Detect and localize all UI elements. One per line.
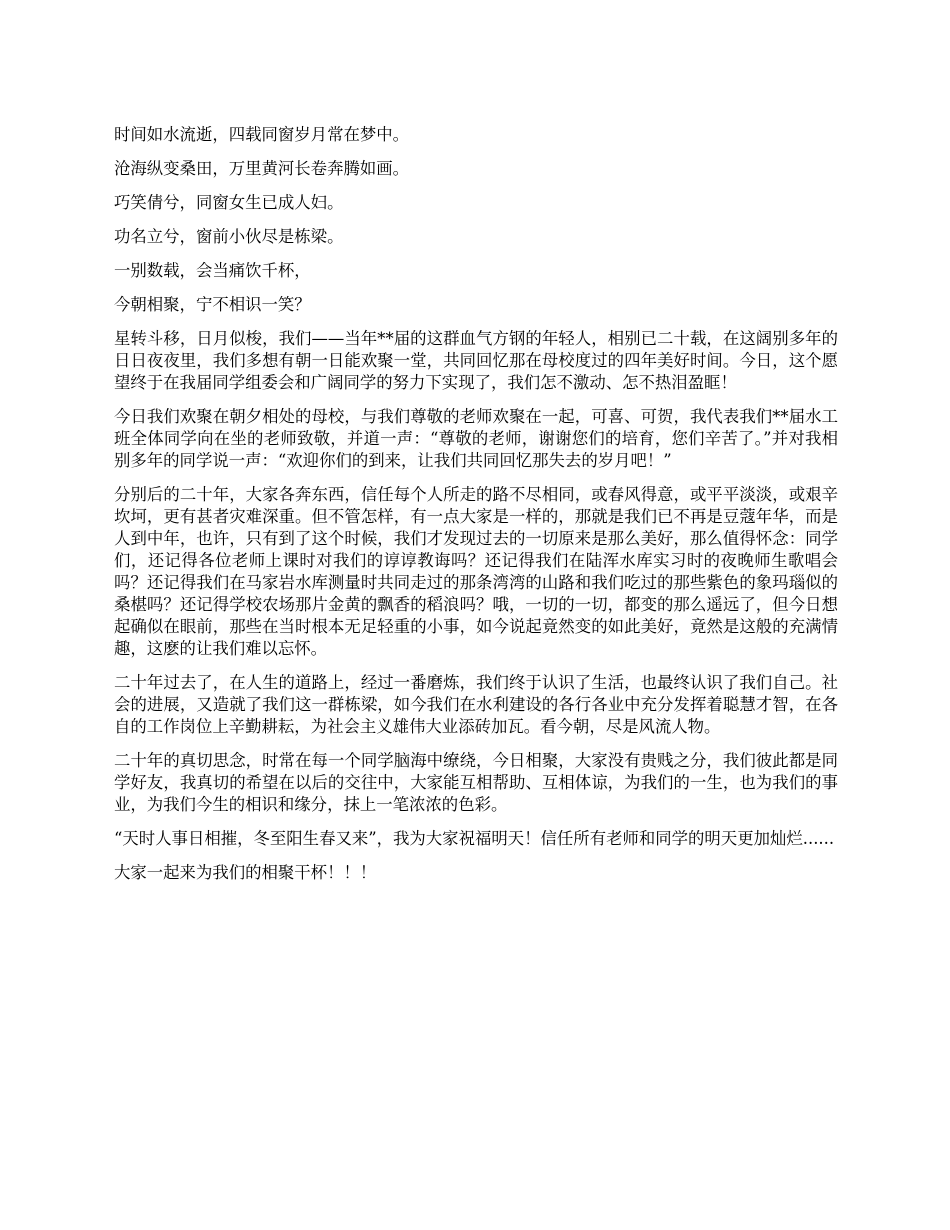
paragraph-12: “天时人事日相摧，冬至阳生春又来”，我为大家祝福明天！信任所有老师和同学的明天更加灿烂......: [114, 829, 835, 848]
paragraph-2: 沧海纵变桑田，万里黄河长卷奔腾如画。: [114, 159, 410, 178]
paragraph-10: 二十年过去了，在人生的道路上，经过一番磨炼，我们终于认识了生活，也最终认识了我们自己。社会的进展，又造就了我们这一群栋梁，如今我们在水利建设的各行各业中充分发挥着聪慧才智，在各自的工作岗位上辛勤耕耘，为社会主义雄伟大业添砖加瓦。看今朝，尽是风流人物。: [114, 673, 838, 736]
paragraph-7: 星转斗移，日月似梭，我们——当年**届的这群血气方钢的年轻人，相别已二十载，在这阔别多年的日日夜夜里，我们多想有朝一日能欢聚一堂，共同回忆那在母校度过的四年美好时间。今日，这个愿望终于在我届同学组委会和广阔同学的努力下实现了，我们怎不激动、怎不热泪盈眶！: [114, 329, 838, 392]
document-body: [114, 124, 838, 896]
paragraph-6: 今朝相聚，宁不相识一笑？: [114, 295, 311, 314]
paragraph-9: 分别后的二十年，大家各奔东西，信任每个人所走的路不尽相同，或春风得意，或平平淡淡，或艰辛坎坷，更有甚者灾难深重。但不管怎样，有一点大家是一样的，那就是我们已不再是豆蔻年华，而是人到中年，也许，只有到了这个时候，我们才发现过去的一切原来是那么美好，那么值得怀念：同学们，还记得各位老师上课时对我们的谆谆教诲吗？还记得我们在陆浑水库实习时的夜晚师生歌唱会吗？还记得我们在马家岩水库测量时共同走过的那条湾湾的山路和我们吃过的那些紫色的象玛瑙似的桑椹吗？还记得学校农场那片金黄的飘香的稻浪吗？哦，一切的一切，都变的那么遥远了，但今日想起确似在眼前，那些在当时根本无足轻重的小事，如今说起竟然变的如此美好，竟然是这般的充满情趣，这麽的让我们难以忘怀。: [114, 485, 838, 658]
paragraph-13: 大家一起来为我们的相聚干杯！！！: [114, 863, 377, 882]
paragraph-8: 今日我们欢聚在朝夕相处的母校，与我们尊敬的老师欢聚在一起，可喜、可贺，我代表我们**届水工班全体同学向在坐的老师致敬，并道一声：“尊敬的老师，谢谢您们的培育，您们辛苦了。”并对我相别多年的同学说一声：“欢迎你们的到来，让我们共同回忆那失去的岁月吧！”: [114, 407, 838, 470]
paragraph-4: 功名立兮，窗前小伙尽是栋梁。: [114, 227, 344, 246]
paragraph-3: 巧笑倩兮，同窗女生已成人妇。: [114, 193, 344, 212]
paragraph-5: 一别数载，会当痛饮千杯，: [114, 261, 311, 280]
paragraph-1: 时间如水流逝，四载同窗岁月常在梦中。: [114, 125, 410, 144]
paragraph-11: 二十年的真切思念，时常在每一个同学脑海中缭绕，今日相聚，大家没有贵贱之分，我们彼此都是同学好友，我真切的希望在以后的交往中，大家能互相帮助、互相体谅，为我们的一生，也为我们的事业，为我们今生的相识和缘分，抹上一笔浓浓的色彩。: [114, 751, 838, 814]
